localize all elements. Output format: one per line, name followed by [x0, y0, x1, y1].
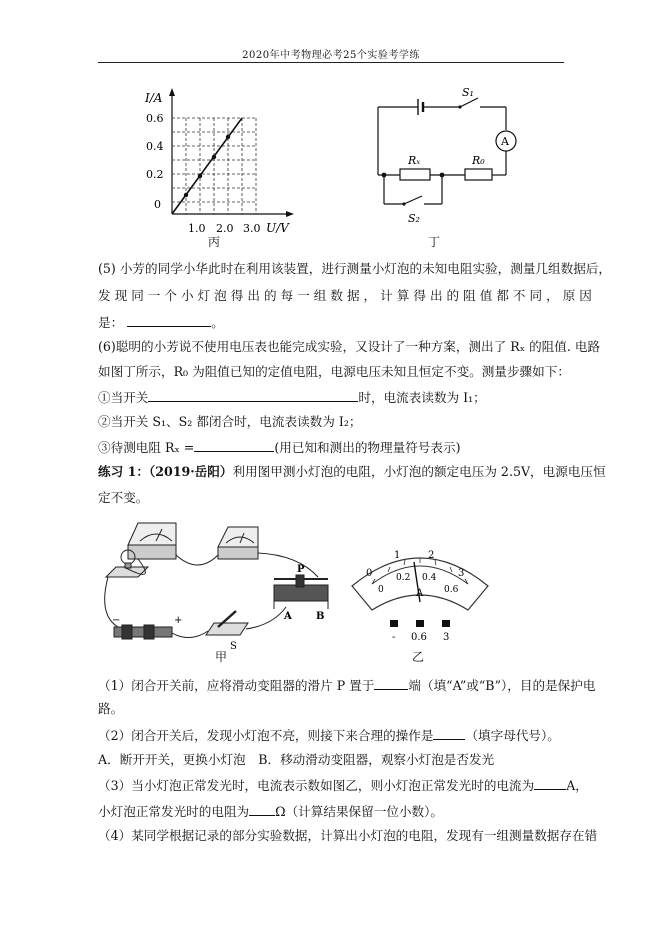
q2-options: A．断开开关，更换小灯泡 B．移动滑动变阻器，观察小灯泡是否发光 — [98, 752, 495, 767]
q6-step2: ②当开关 S₁、S₂ 都闭合时，电流表读数为 I₂； — [98, 414, 362, 429]
step1-prefix: ①当开关 — [98, 390, 149, 405]
svg-text:0.6: 0.6 — [411, 632, 427, 643]
q5-line3 — [98, 314, 568, 331]
q3-line2 — [98, 803, 568, 820]
battery-minus: − — [112, 615, 121, 626]
q6-line2: 如图丁所示，R₀ 为阻值已知的定值电阻，电源电压未知且恒定不变。测量步骤如下： — [98, 364, 570, 379]
q2-blank[interactable] — [433, 727, 465, 740]
svg-text:0: 0 — [366, 568, 373, 579]
q3-blank-resistance[interactable] — [249, 803, 275, 816]
y-tick: 0.4 — [146, 140, 164, 153]
q5-answer-blank[interactable] — [127, 314, 211, 327]
practice-line2: 定不变。 — [98, 490, 149, 505]
svg-text:0.6: 0.6 — [444, 585, 459, 595]
svg-text:0: 0 — [378, 585, 384, 595]
y-axis-label: I/A — [145, 91, 163, 105]
page-header: 2020年中考物理必考25个实验考学练 — [242, 50, 420, 61]
q1-suffix: 端（填“A”或“B”），目的是保护电 — [408, 678, 596, 693]
q5-line1: (5) 小芳的同学小华此时在利用该装置，进行测量小灯泡的未知电阻实验，测量几组数据后， — [98, 261, 611, 276]
q3-line2-prefix: 小灯泡正常发光时的电阻为 — [98, 804, 250, 819]
step3-prefix: ③待测电阻 Rₓ = — [98, 440, 195, 455]
q6-step3 — [98, 439, 568, 456]
q2-line1 — [98, 727, 568, 744]
y-tick: 0.6 — [146, 112, 164, 125]
y-tick: 0 — [154, 198, 161, 211]
rheostat-b-label: B — [316, 611, 325, 622]
svg-text:0.4: 0.4 — [422, 573, 437, 583]
figure-yi-caption: 乙 — [412, 650, 425, 664]
practice-text: 利用图甲测小灯泡的电阻，小灯泡的额定电压为 2.5V，电源电压恒 — [232, 464, 606, 479]
q1-line1 — [98, 677, 596, 694]
r0-label: R₀ — [472, 154, 485, 167]
q6-step1 — [98, 389, 568, 406]
svg-text:0.2: 0.2 — [396, 573, 411, 583]
q1-blank[interactable] — [374, 677, 408, 690]
data-point — [198, 174, 202, 178]
q4-line1: （4）某同学根据记录的部分实验数据，计算出小灯泡的电阻，发现有一组测量数据存在错 — [98, 828, 598, 843]
step3-blank[interactable] — [194, 439, 274, 452]
rx-label: Rₓ — [408, 154, 421, 167]
rheostat-a-label: A — [284, 611, 292, 622]
figure-bing-caption: 丙 — [208, 235, 221, 249]
battery-plus: + — [174, 615, 183, 626]
q3-line2-suffix: Ω（计算结果保留一位小数）。 — [275, 804, 443, 819]
svg-text:3: 3 — [458, 568, 465, 579]
practice-label: 练习 1：（2019·岳阳） — [98, 464, 233, 479]
q3-line1 — [98, 777, 588, 794]
header-divider — [98, 62, 564, 63]
q2-suffix: （填字母代号）。 — [465, 728, 560, 743]
svg-text:1: 1 — [394, 550, 401, 561]
q5-suffix: 。 — [211, 315, 224, 330]
step1-blank[interactable] — [148, 389, 358, 402]
x-tick: 1.0 — [188, 222, 206, 235]
svg-text:-: - — [392, 632, 396, 643]
data-point — [212, 155, 216, 159]
figure-jia-caption: 甲 — [215, 650, 228, 664]
q5-line2: 发 现 同 一 个 小 灯 泡 得 出 的 每 一 组 数 据 ， 计 算 得 出 的 阻 值 都 不 同 ， 原 因 — [98, 288, 592, 303]
x-tick: 3.0 — [243, 222, 261, 235]
q3-prefix: （3）当小灯泡正常发光时，电流表示数如图乙，则小灯泡正常发光时的电流为 — [98, 778, 535, 793]
x-axis-label: U/V — [266, 221, 289, 235]
step1-suffix: 时，电流表读数为 I₁； — [358, 390, 486, 405]
switch-s-label: S — [230, 641, 237, 652]
figure-ding-circuit — [370, 84, 530, 234]
switch-s1-label: S₁ — [462, 86, 474, 99]
q3-blank-current[interactable] — [534, 777, 566, 790]
rheostat-p-label: P — [297, 564, 305, 575]
q6-line1: (6)聪明的小芳说不使用电压表也能完成实验，又设计了一种方案，测出了 Rₓ 的阻值. 电路 — [98, 339, 601, 354]
q1-prefix: （1）闭合开关前，应将滑动变阻器的滑片 P 置于 — [98, 678, 375, 693]
figure-ding-caption: 丁 — [428, 235, 441, 249]
q3-suffix: A， — [566, 778, 588, 793]
data-point — [184, 193, 188, 197]
q5-prefix: 是： — [98, 315, 124, 330]
q2-prefix: （2）闭合开关后，发现小灯泡不亮，则接下来合理的操作是 — [98, 728, 434, 743]
x-tick: 2.0 — [216, 222, 234, 235]
switch-s2-label: S₂ — [408, 212, 420, 225]
figure-jia-apparatus — [98, 515, 338, 655]
practice-line1 — [98, 464, 606, 480]
dial-unit: A — [416, 588, 424, 599]
svg-text:2: 2 — [428, 550, 435, 561]
ammeter-label: A — [501, 135, 509, 148]
svg-text:3: 3 — [443, 632, 450, 643]
figure-yi-dial — [346, 540, 496, 650]
y-tick: 0.2 — [146, 168, 164, 181]
step3-suffix: (用已知和测出的物理量符号表示) — [274, 440, 461, 455]
data-point — [226, 135, 230, 139]
figure-bing-graph — [140, 86, 300, 246]
q1-line2: 路。 — [98, 701, 124, 716]
